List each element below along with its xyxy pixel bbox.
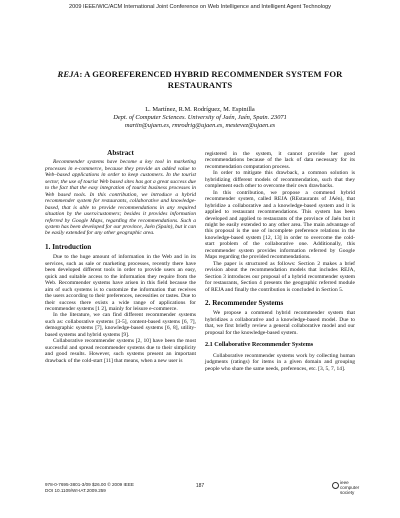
abstract-heading: Abstract (107, 149, 134, 157)
affiliation: Dept. of Computer Sciences. University of Jaén, Jaén, Spain. 23071 (113, 113, 287, 121)
ieee-cs-logo-icon (332, 482, 339, 489)
author-names: L. Martínez, R.M. Rodríguez, M. Espinilla (145, 106, 255, 113)
footer-doi: DOI 10.1109/WI-IAT.2009.259 (45, 487, 106, 493)
paper-title (40, 69, 360, 90)
page-number: 187 (195, 483, 205, 489)
abstract-text: Recommender systems have become a key tool in marketing processes in e-commerce, because they provide an added value to Web–based applications in order to keep customers. In the tourist sector, the use of tourist Web based sites has got a great success due to the fact that the easy integration of tourist business processes in Web based tools. In this contribution, we introduce a hybrid recommender system for restaurants, collaborative and knowledge-based, that is able to provide recommendations in any required situation by the users/customers; besides it provides information referred by Google Maps, regarding the recommendations. Such a system has been developed for our province, Jaén (Spain), but it can be easily extended for any other geographic area. (45, 159, 196, 237)
ieee-cs-logo (332, 480, 360, 496)
section-heading-introduction: 1. Introduction (45, 242, 92, 251)
intro-paragraph-1: Due to the huge amount of information in the Web and in its services, such as sale or marketing processes, recently there have been developed different tools in order to provide users an easy, quick and suitable access to the information they require from the Web. Recommender systems have arisen in this field because the aim of such systems is to customize the information that receives the users according to their preferences, necessities or tastes. Due to their success there exists a wide range of applications for recommender systems [1 2], mainly for leisure e-commerce. (45, 254, 196, 312)
subsection21-paragraph-1: Collaborative recommender systems work by collecting human judgments (ratings) for items in a given domain and grouping people who share the same needs, preferences, etc. [3, 5, 7, 14]. (205, 352, 355, 372)
intro-paragraph-3: Collaborative recommender systems [2, 10] have been the most successful and spread recommender systems due to their simplicity and good results. However, such systems present an important drawback of the cold-start [11] that means, when a new user is (45, 338, 196, 364)
right-paragraph-1: registered in the system, it cannot provide her good recommendations because of the lack of data necessary for its recommendation computation process. (205, 151, 355, 170)
conference-header: 2009 IEEE/WIC/ACM International Joint Conference on Web Intelligence and Intelligent Agent Technology (69, 4, 331, 10)
section-heading-recommender-systems: 2. Recommender Systems (205, 298, 284, 307)
subsection-heading-collaborative: 2.1 Collaborative Recommender Systems (205, 341, 314, 349)
title-acronym: REJA (57, 69, 80, 79)
logo-text: ieee computer society (340, 480, 360, 495)
section2-paragraph-1: We propose a commend hybrid recommender system that hybridizes a collaborative and a knowledge-based model. Due to that, we first briefly review a general collaborative model and our proposal for the knowledge-based system. (205, 310, 355, 336)
author-block (60, 106, 340, 129)
left-column (45, 150, 196, 364)
title-rest: : A GEOREFERENCED HYBRID RECOMMENDER SYSTEM FOR RESTAURANTS (79, 69, 343, 90)
author-emails: martin@ujaen.es, rmrodrig@ujaen.es, mestevez@ujaen.es (124, 121, 276, 129)
right-paragraph-2: In order to mitigate this drawback, a common solution is hybridizing different models of recommendation, such that they complement each other to overcome their own drawbacks. (205, 170, 355, 190)
right-paragraph-4: The paper is structured as follows: Section 2 makes a brief revision about the recommendation models that includes REJA, Section 3 introduces our proposal of a hybrid recommender system for restaurants, Section 4 presents the geographic referred module of REJA and finally the contribution is concluded in Section 5. (205, 260, 355, 293)
right-column (205, 151, 355, 372)
footer-isbn: 978-0-7695-3801-3/09 $26.00 © 2009 IEEE (45, 482, 134, 487)
right-paragraph-3: In this contribution, we propose a commend hybrid recommender system, called REJA (REstaurants of JAén), that hybridize a collaborative and a knowledge-based system and it is applied to restaurant recommendations. This system has been developed and applied to restaurants of the province of Jaén but it might be easily extended to any other area. The main advantage of this proposal is the use of incomplete preference relations in the knowledge-based system [12, 13] in order to overcome the cold-start problem of the collaborative one. Additionally, this recommender system provides information referred by Google Maps regarding the provided recommendations. (205, 189, 355, 261)
intro-paragraph-2: In the literature, we can find different recommender systems such as: collaborative systems [3-5], content-based systems [6, 7], demographic systems [7], knowledge-based systems [6, 8], utility-based systems and hybrid systems [9]. (45, 312, 196, 338)
